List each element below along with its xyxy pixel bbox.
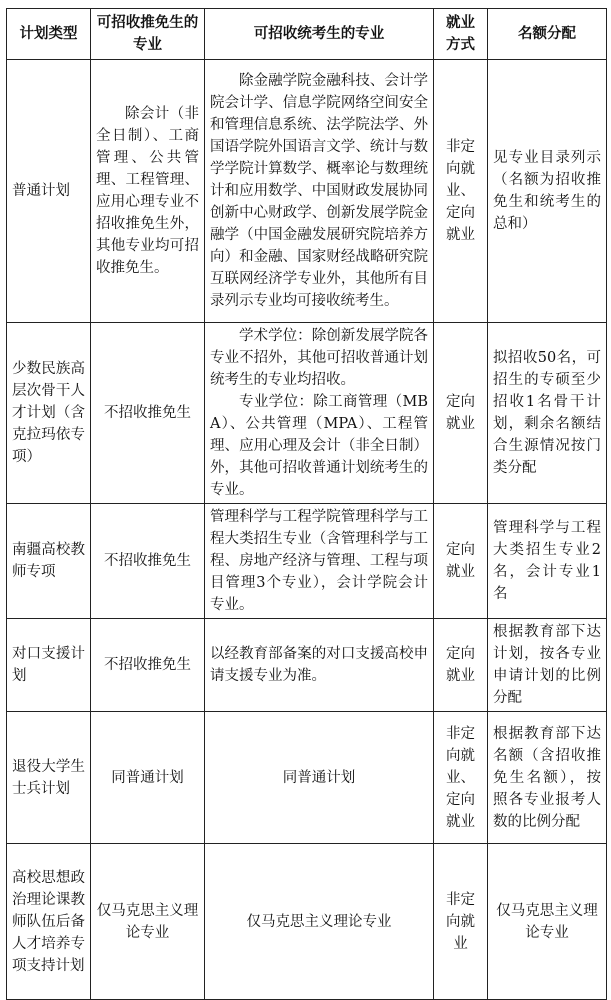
exam-majors: 以经教育部备案的对口支援高校申请支援专业为准。 bbox=[205, 619, 434, 712]
table-row bbox=[7, 712, 607, 844]
exempt-majors: 不招收推免生 bbox=[91, 323, 205, 504]
employment: 定向就业 bbox=[434, 323, 488, 504]
plan-type: 对口支援计划 bbox=[7, 619, 91, 712]
quota: 根据教育部下达计划，按各专业申请计划的比例分配 bbox=[488, 619, 607, 712]
table-row bbox=[7, 60, 607, 323]
quota: 管理科学与工程大类招生专业2名，会计专业1名 bbox=[488, 504, 607, 619]
employment: 非定向就业、定向就业 bbox=[434, 712, 488, 844]
employment: 定向就业 bbox=[434, 504, 488, 619]
exempt-majors: 不招收推免生 bbox=[91, 619, 205, 712]
header-employment: 就业方式 bbox=[434, 9, 488, 60]
exempt-majors: 不招收推免生 bbox=[91, 504, 205, 619]
plan-type: 少数民族高层次骨干人才计划（含克拉玛依专项） bbox=[7, 323, 91, 504]
employment: 非定向就业、定向就业 bbox=[434, 60, 488, 323]
exempt-majors: 同普通计划 bbox=[91, 712, 205, 844]
employment: 非定向就业 bbox=[434, 844, 488, 1000]
exam-majors bbox=[205, 323, 434, 504]
quota: 见专业目录列示（名额为招收推免生和统考生的总和） bbox=[488, 60, 607, 323]
table-row bbox=[7, 323, 607, 504]
exam-majors: 同普通计划 bbox=[205, 712, 434, 844]
header-quota: 名额分配 bbox=[488, 9, 607, 60]
exempt-majors: 仅马克思主义理论专业 bbox=[91, 844, 205, 1000]
plan-type: 退役大学生士兵计划 bbox=[7, 712, 91, 844]
exempt-majors: 除会计（非全日制）、工商管理、公共管理、工程管理、应用心理专业不招收推免生外，其他专业均可招收推免生。 bbox=[91, 60, 205, 323]
plan-type: 高校思想政治理论课教师队伍后备人才培养专项支持计划 bbox=[7, 844, 91, 1000]
quota: 拟招收50名，可招生的专硕至少招收1名骨干计划，剩余名额结合生源情况按门类分配 bbox=[488, 323, 607, 504]
header-exempt-majors: 可招收推免生的专业 bbox=[91, 9, 205, 60]
header-exam-majors: 可招收统考生的专业 bbox=[205, 9, 434, 60]
plan-type: 南疆高校教师专项 bbox=[7, 504, 91, 619]
exam-majors: 除金融学院金融科技、会计学院会计学、信息学院网络空间安全和管理信息系统、法学院法学、外国语学院外国语言文学、统计与数学学院计算数学、概率论与数理统计和应用数学、中国财政发展协同创新中心财政学、创新发展学院金融学（中国金融发展研究院培养方向）和金融、国家财经战略研究院互联网经济学专业外，其他所有目录列示专业均可接收统考生。 bbox=[205, 60, 434, 323]
exam-majors: 仅马克思主义理论专业 bbox=[205, 844, 434, 1000]
exam-majors: 管理科学与工程学院管理科学与工程大类招生专业（含管理科学与工程、房地产经济与管理、工程与项目管理3个专业），会计学院会计专业。 bbox=[205, 504, 434, 619]
header-plan-type: 计划类型 bbox=[7, 9, 91, 60]
quota: 根据教育部下达名额（含招收推免生名额），按照各专业报考人数的比例分配 bbox=[488, 712, 607, 844]
enrollment-plan-table bbox=[6, 8, 607, 1000]
header-row bbox=[7, 9, 607, 60]
quota: 仅马克思主义理论专业 bbox=[488, 844, 607, 1000]
table-row bbox=[7, 504, 607, 619]
exam-majors-academic: 学术学位：除创新发展学院各专业不招外，其他可招收普通计划统考生的专业均招收。 bbox=[210, 328, 428, 388]
employment: 定向就业 bbox=[434, 619, 488, 712]
plan-type: 普通计划 bbox=[7, 60, 91, 323]
exam-majors-professional: 专业学位：除工商管理（MBA）、公共管理（MPA）、工程管理、应用心理及会计（非全日制）外，其他可招收普通计划统考生的专业。 bbox=[210, 394, 428, 498]
table-row bbox=[7, 844, 607, 1000]
table-row bbox=[7, 619, 607, 712]
